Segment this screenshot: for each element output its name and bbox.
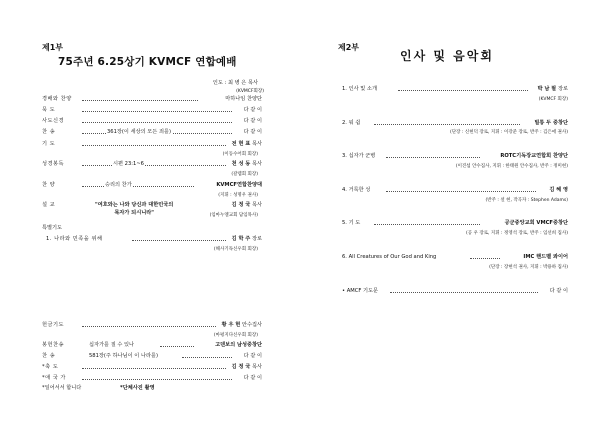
right-page	[300, 0, 600, 426]
row-who-name: 천 성 동	[231, 161, 251, 167]
sermon-title: "여호와는 나와 당신과 대한민국의 목자가 되시니라"	[95, 202, 174, 216]
row-content: 승리의 찬가	[105, 182, 132, 188]
concert-row	[342, 219, 568, 228]
row-label: 찬 양	[42, 182, 56, 188]
presider-org: (KVMCF회장)	[236, 89, 264, 94]
row-who-name: IMC 핸드벨 콰이어	[523, 254, 568, 260]
row-label: 4. 거룩한 성	[342, 187, 371, 193]
row-label: 3. 십자가 군병	[342, 153, 376, 159]
photo-note: *단체사진 촬영	[120, 385, 155, 391]
prayer-who-name: 김 학 주	[231, 236, 251, 242]
part-label: 제2부	[338, 43, 360, 52]
concert-row	[342, 253, 568, 262]
row-who-name: 김 정 국	[231, 202, 251, 208]
program-row	[42, 363, 262, 372]
row-content: 십자가를 질 수 있나	[89, 342, 135, 348]
row-who-name: ROTC기독장교연합회 찬양단	[500, 153, 568, 159]
program-row	[42, 374, 262, 383]
row-who-title: 목사	[251, 141, 262, 147]
standing-note: *일어서서 합니다	[42, 385, 82, 391]
row-who-name: 김 혜 영	[549, 187, 568, 193]
row-label: 경배와 찬양	[42, 96, 72, 102]
prayer-row	[46, 235, 262, 244]
concert-row	[342, 152, 568, 161]
program-row	[42, 181, 262, 190]
concert-row	[342, 85, 568, 94]
row-label: 5. 기 도	[342, 220, 361, 226]
row-content: 시편 23:1~6	[113, 161, 144, 167]
row-label: 찬 송	[42, 353, 56, 359]
row-who-name: 고덴보의 남성중창단	[215, 342, 262, 348]
service-title: 75주년 6.25상기 KVMCF 연합예배	[58, 56, 237, 68]
row-sub: (단장 : 장현석 권사, 지휘 : 박용하 집사)	[489, 265, 568, 270]
row-who-title: 장로	[557, 86, 568, 92]
row-content: 581장(주 하나님이 이 나라를)	[89, 353, 159, 359]
row-sub: (마평지다신우회 회장)	[213, 333, 258, 338]
row-label: *애 국 가	[42, 375, 66, 381]
row-who-name: 빌롱 두 중창단	[534, 120, 568, 126]
row-who-title: 목사	[251, 202, 262, 208]
row-label: 성경봉독	[42, 161, 65, 167]
concert-row	[342, 287, 568, 296]
row-sub: (지휘 : 성명우 권사)	[218, 193, 258, 198]
row-label: *축 도	[42, 364, 59, 370]
prayer-label: 1. 나라와 민족을 위해	[46, 236, 103, 242]
row-who-name: 전 현 표	[231, 141, 251, 147]
row-who-name: 김 정 국	[231, 364, 251, 370]
program-row	[42, 352, 262, 361]
part-label: 제1부	[42, 43, 64, 52]
presider-line: 인도 : 최 병 은 목사	[212, 80, 258, 86]
row-who: 다 같 이	[243, 107, 262, 113]
row-label: 사도신경	[42, 118, 65, 124]
row-who-name: KVMCF연합찬양대	[216, 182, 262, 188]
row-who-name: 박 남 필	[537, 86, 557, 92]
row-who-title: 안수집사	[241, 322, 262, 328]
row-who-name: 공군중앙교회 VMCF중창단	[504, 220, 568, 226]
row-sub: (갈렙회 회장)	[231, 172, 258, 177]
program-row	[42, 117, 262, 126]
row-label: 헌금기도	[42, 322, 65, 328]
row-content: 361장(이 세상의 모든 죄를)	[107, 129, 171, 135]
row-sub: (이진섭 안수집사, 지휘 : 한태원 안수집사, 반주 : 정미현)	[455, 164, 568, 169]
prayer-header: 특별기도	[42, 225, 63, 231]
row-sub: (공 우 장로, 지휘 : 정영석 장로, 반주 : 임선희 집사)	[466, 231, 568, 236]
row-sub: (반주 : 설 현, 작곡자 : Stephen Adams)	[485, 198, 568, 203]
row-who: 다 같 이	[549, 288, 568, 294]
program-row	[42, 95, 262, 104]
program-row	[42, 341, 262, 350]
row-who-title: 목사	[251, 161, 262, 167]
row-who: 마하나임 찬양단	[225, 96, 262, 102]
row-sub: (이동수어회 회장)	[222, 152, 258, 157]
row-sub: (단장 : 신현덕 장로, 지휘 : 이강준 장로, 반주 : 김은애 권사)	[450, 130, 568, 135]
row-who-name: 황 우 현	[221, 322, 241, 328]
row-who-title: 목사	[251, 364, 262, 370]
concert-title: 인사 및 음악회	[400, 49, 494, 63]
row-label: 2. 워 쉽	[342, 120, 361, 126]
row-label: 6. All Creatures of Our God and King	[342, 254, 437, 260]
row-label: 묵 도	[42, 107, 56, 113]
prayer-sub: (해사기독신우회 회장)	[213, 247, 258, 252]
program-row	[42, 321, 262, 330]
program-row	[42, 160, 262, 169]
row-label: 기 도	[42, 141, 56, 147]
concert-row	[342, 186, 568, 195]
row-who: 다 같 이	[243, 353, 262, 359]
row-label: • AMCF 기도문	[342, 288, 379, 294]
program-row	[42, 106, 262, 115]
program-row	[42, 128, 262, 137]
row-who: 다 같 이	[243, 118, 262, 124]
row-who: 다 같 이	[243, 129, 262, 135]
row-label: 봉헌찬송	[42, 342, 65, 348]
row-who: 다 같 이	[243, 375, 262, 381]
row-label: 찬 송	[42, 129, 56, 135]
program-row	[42, 140, 262, 149]
row-label: 1. 인사 및 소개	[342, 86, 377, 92]
concert-row	[342, 119, 568, 128]
prayer-who-title: 장로	[251, 236, 262, 242]
row-label: 설 교	[42, 202, 56, 208]
row-sub: (임마누엘교회 담임목사)	[209, 213, 258, 218]
row-sub: (KVMCF 회장)	[538, 97, 568, 102]
